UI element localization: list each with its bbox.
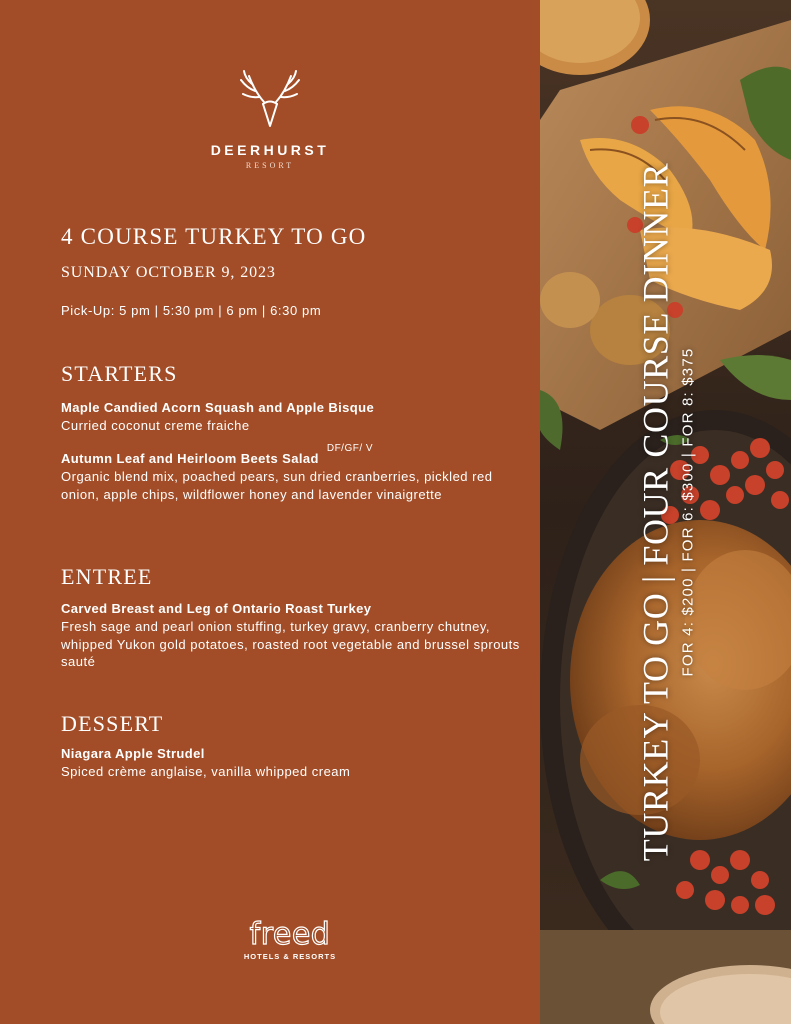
brand-subtitle: RESORT (245, 161, 295, 170)
banner-prices: FOR 4: $200 | FOR 6: $300 | FOR 8: $375 (679, 347, 697, 677)
section-title-starters: STARTERS (61, 361, 178, 386)
menu-item-bisque (61, 399, 521, 435)
freed-logo (240, 917, 340, 961)
menu-item-name: Carved Breast and Leg of Ontario Roast Turkey (61, 601, 372, 616)
pickup-times: Pick-Up: 5 pm | 5:30 pm | 6 pm | 6:30 pm (61, 303, 322, 318)
menu-item-strudel (61, 745, 521, 781)
freed-wordmark: freed (249, 917, 331, 952)
menu-item-description: Curried coconut creme fraiche (61, 418, 250, 433)
menu-item-description: Organic blend mix, poached pears, sun dried cranberries, pickled red onion, apple chips, wildflower honey and lavender vinaigrette (61, 469, 493, 502)
section-title-entree: ENTREE (61, 564, 153, 589)
freed-subtitle: HOTELS & RESORTS (243, 952, 337, 961)
menu-item-name: Maple Candied Acorn Squash and Apple Bisque (61, 400, 375, 415)
deer-antlers-icon (235, 68, 305, 132)
menu-title: 4 COURSE TURKEY TO GO (61, 224, 367, 249)
menu-item-name: Niagara Apple Strudel (61, 746, 205, 761)
deerhurst-logo (0, 68, 540, 170)
menu-date: SUNDAY OCTOBER 9, 2023 (61, 264, 276, 281)
section-title-dessert: DESSERT (61, 711, 164, 736)
dietary-tags: DF/GF/ V (326, 443, 374, 454)
brand-name: DEERHURST (210, 142, 330, 158)
menu-item-salad (61, 443, 521, 503)
menu-item-description: Fresh sage and pearl onion stuffing, turkey gravy, cranberry chutney, whipped Yukon gold potatoes, roasted root vegetable and brussel sprouts sauté (61, 619, 520, 669)
banner-title: TURKEY TO GO | FOUR COURSE DINNER (635, 162, 676, 862)
menu-item-description: Spiced crème anglaise, vanilla whipped cream (61, 764, 351, 779)
menu-item-name: Autumn Leaf and Heirloom Beets Salad (61, 451, 319, 466)
menu-item-turkey (61, 600, 521, 671)
